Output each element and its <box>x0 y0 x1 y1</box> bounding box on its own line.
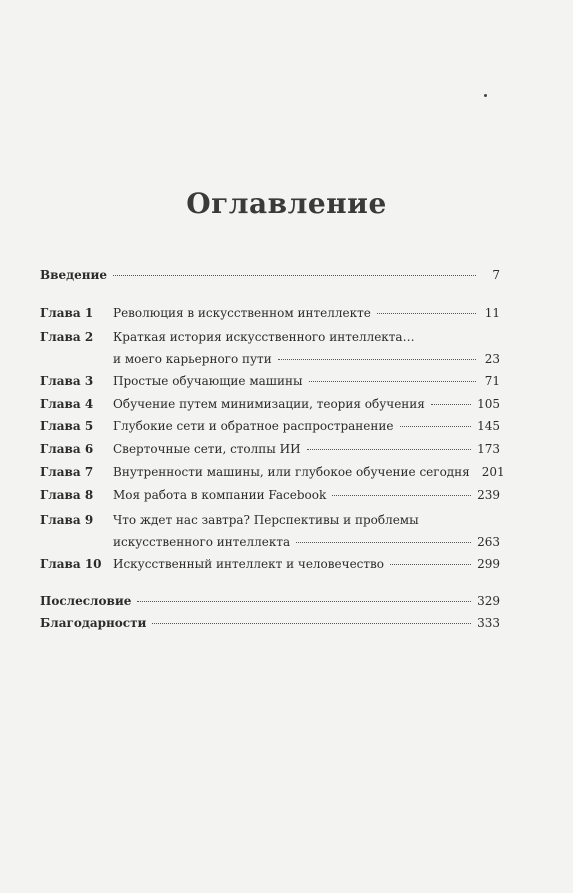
toc-entry-introduction[interactable] <box>40 266 500 284</box>
toc-page-number: 263 <box>477 535 500 549</box>
toc-title: Что ждет нас завтра? Перспективы и проблемы <box>113 513 419 527</box>
toc-title: искусственного интеллекта <box>113 535 291 549</box>
dot-leader <box>390 563 471 565</box>
dot-leader <box>278 358 476 360</box>
toc-entry-chapter-7[interactable] <box>40 463 505 481</box>
toc-page-number: 173 <box>477 442 500 456</box>
toc-label: Введение <box>40 268 108 282</box>
toc-line <box>40 440 500 458</box>
toc-line <box>40 614 500 632</box>
toc-page-number: 299 <box>477 557 500 571</box>
toc-label: Глава 1 <box>40 306 94 320</box>
toc-title: Революция в искусственном интеллекте <box>113 306 371 320</box>
toc-entry-chapter-8[interactable] <box>40 486 500 504</box>
dot-leader <box>309 380 476 382</box>
toc-label: Глава 2 <box>40 330 94 344</box>
toc-line <box>40 372 500 390</box>
dot-leader <box>431 403 471 405</box>
toc-page-number: 11 <box>484 306 500 320</box>
toc-label: Глава 5 <box>40 419 94 433</box>
toc-line <box>40 417 500 435</box>
toc-label: Послесловие <box>40 594 132 608</box>
page-title: Оглавление <box>186 186 387 220</box>
toc-label: Глава 6 <box>40 442 94 456</box>
toc-line <box>40 350 500 368</box>
dot-leader <box>137 600 471 602</box>
toc-page-number: 201 <box>481 465 505 479</box>
toc-line <box>40 328 500 346</box>
toc-entry-chapter-10[interactable] <box>40 555 500 573</box>
toc-page-number: 23 <box>484 352 500 366</box>
toc-line <box>40 486 500 504</box>
toc-title: Краткая история искусственного интеллекта… <box>113 330 415 344</box>
toc-label: Глава 8 <box>40 488 94 502</box>
dot-leader <box>400 425 472 427</box>
toc-label: Глава 3 <box>40 374 94 388</box>
toc-label: Благодарности <box>40 616 147 630</box>
toc-entry-chapter-3[interactable] <box>40 372 500 390</box>
toc-page-number: 7 <box>492 268 500 282</box>
dot-leader <box>332 494 471 496</box>
toc-page-number: 333 <box>477 616 500 630</box>
toc-title: Искусственный интеллект и человечество <box>113 557 385 571</box>
toc-title: Внутренности машины, или глубокое обучение сегодня <box>113 465 470 479</box>
toc-line <box>40 511 500 529</box>
dot-leader <box>152 622 471 624</box>
print-speck <box>484 94 487 97</box>
toc-entry-chapter-5[interactable] <box>40 417 500 435</box>
toc-line <box>40 533 500 551</box>
toc-title: Простые обучающие машины <box>113 374 303 388</box>
dot-leader <box>113 274 476 276</box>
toc-line <box>40 266 500 284</box>
toc-line <box>40 592 500 610</box>
toc-page-number: 105 <box>477 397 500 411</box>
toc-title: Обучение путем минимизации, теория обучения <box>113 397 425 411</box>
toc-label: Глава 9 <box>40 513 94 527</box>
dot-leader <box>296 541 471 543</box>
toc-line <box>40 395 500 413</box>
toc-page-number: 239 <box>477 488 500 502</box>
toc-title: Сверточные сети, столпы ИИ <box>113 442 301 456</box>
toc-page-number: 71 <box>484 374 500 388</box>
toc-line <box>40 463 505 481</box>
toc-line <box>40 304 500 322</box>
toc-label: Глава 10 <box>40 557 102 571</box>
toc-entry-chapter-9[interactable] <box>40 511 500 551</box>
toc-entry-chapter-2[interactable] <box>40 328 500 368</box>
toc-title: Глубокие сети и обратное распространение <box>113 419 394 433</box>
toc-label: Глава 7 <box>40 465 94 479</box>
toc-label: Глава 4 <box>40 397 94 411</box>
toc-entry-chapter-6[interactable] <box>40 440 500 458</box>
dot-leader <box>307 448 472 450</box>
toc-entry-chapter-1[interactable] <box>40 304 500 322</box>
toc-title: и моего карьерного пути <box>113 352 272 366</box>
toc-title: Моя работа в компании Facebook <box>113 488 327 502</box>
toc-page-number: 329 <box>477 594 500 608</box>
toc-line <box>40 555 500 573</box>
toc-entry-chapter-4[interactable] <box>40 395 500 413</box>
toc-page-number: 145 <box>477 419 500 433</box>
toc-entry-acknowledgements[interactable] <box>40 614 500 632</box>
toc-entry-afterword[interactable] <box>40 592 500 610</box>
dot-leader <box>377 312 476 314</box>
